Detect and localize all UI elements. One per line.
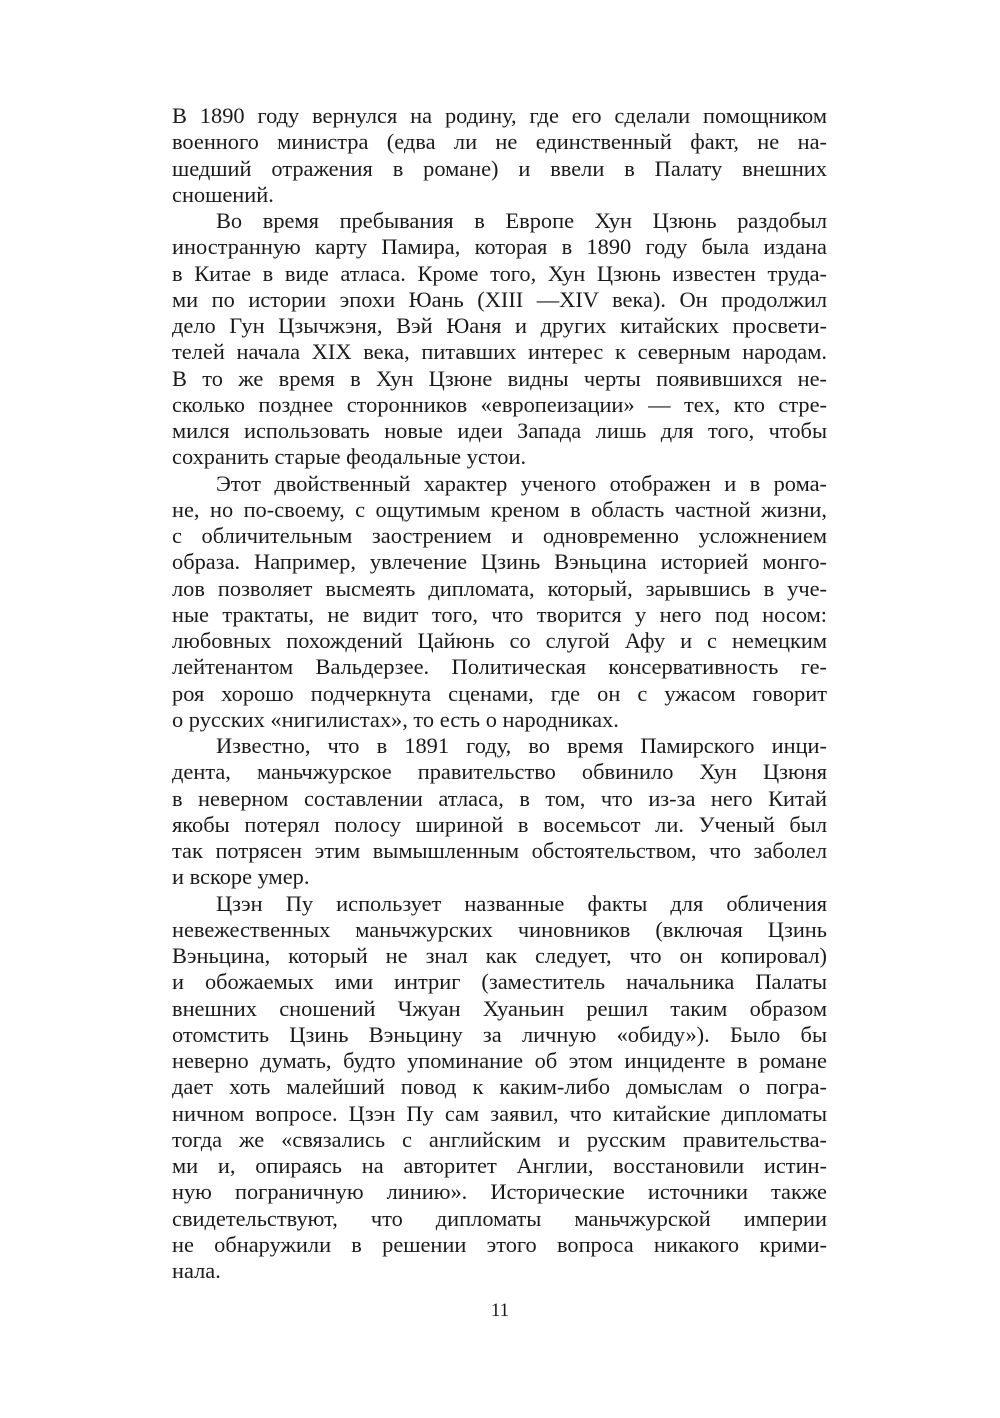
page-number: 11 (490, 1300, 510, 1321)
text-line: невежественных маньчжурских чиновников (включая Цзинь (172, 916, 827, 942)
text-line: и вскоре умер. (172, 864, 310, 890)
text-line: шедший отражения в романе) и ввели в Палату внешних (172, 155, 827, 181)
text-line: Цзэн Пу использует названные факты для обличения (216, 890, 827, 916)
text-line: нала. (172, 1258, 221, 1283)
text-line: внешних сношений Чжуан Хуаньин решил таким образом (172, 995, 827, 1021)
text-line: ную пограничную линию». Исторические источники также (172, 1179, 827, 1205)
text-line: сношений. (172, 181, 274, 207)
text-line: ми по истории эпохи Юань (XIII —XIV века). Он продолжил (172, 286, 827, 312)
text-line: мился использовать новые идеи Запада лишь для того, чтобы (172, 418, 827, 443)
text-line: дает хоть малейший повод к каким-либо домыслам о погра- (172, 1074, 827, 1100)
text-line: В 1890 году вернулся на родину, где его сделали помощником (172, 103, 827, 128)
text-line: ми и, опираясь на авторитет Англии, восстановили истин- (172, 1153, 827, 1178)
text-line: образа. Например, увлечение Цзинь Вэньцина историей монго- (172, 549, 827, 575)
text-line: лов позволяет высмеять дипломата, который, зарывшись в уче- (172, 575, 827, 601)
text-line: В то же время в Хун Цзюне видны черты появившихся не- (172, 365, 827, 391)
text-line: Этот двойственный характер ученого отображен и в рома- (216, 470, 827, 496)
text-line: Вэньцина, который не знал как следует, что он копировал) (172, 943, 827, 968)
text-line: отомстить Цзинь Вэньцину за личную «обиду»). Было бы (172, 1021, 827, 1047)
text-line: дента, маньчжурское правительство обвинило Хун Цзюня (172, 759, 827, 785)
text-line: так потрясен этим вымышленным обстоятельством, что заболел (172, 838, 827, 863)
text-line: в Китае в виде атласа. Кроме того, Хун Цзюнь известен труда- (172, 260, 827, 286)
text-line: ничном вопросе. Цзэн Пу сам заявил, что китайские дипломаты (172, 1100, 827, 1126)
text-line: сохранить старые феодальные устои. (172, 444, 527, 470)
text-line: иностранную карту Памира, которая в 1890 году была издана (172, 234, 827, 260)
text-line: дело Гун Цзычжэня, Вэй Юаня и других китайских просвети- (172, 313, 827, 338)
text-line: любовных похождений Цайюнь со слугой Афу и с немецким (172, 628, 827, 653)
body-text (172, 103, 827, 1284)
text-line: не, но по-своему, с ощутимым креном в область частной жизни, (172, 496, 827, 522)
text-line: ные трактаты, не видит того, что творится у него под носом: (172, 601, 827, 627)
text-line: в неверном составлении атласа, в том, что из-за него Китай (172, 785, 827, 811)
text-line: Во время пребывания в Европе Хун Цзюнь раздобыл (216, 208, 827, 233)
text-line: и обожаемых ими интриг (заместитель начальника Палаты (172, 969, 827, 995)
text-line: неверно думать, будто упоминание об этом инциденте в романе (172, 1048, 827, 1073)
text-line: Известно, что в 1891 году, во время Памирского инци- (216, 733, 827, 758)
text-line: сколько позднее сторонников «европеизации» — тех, кто стре- (172, 391, 827, 417)
text-line: роя хорошо подчеркнута сценами, где он с ужасом говорит (172, 680, 827, 706)
text-line: лейтенантом Вальдерзее. Политическая консервативность ге- (172, 654, 827, 680)
text-line: о русских «нигилистах», то есть о народниках. (172, 706, 619, 732)
text-line: тогда же «связались с английским и русским правительства- (172, 1126, 827, 1152)
text-line: якобы потерял полосу шириной в восемьсот ли. Ученый был (172, 811, 827, 837)
text-line: свидетельствуют, что дипломаты маньчжурской империи (172, 1205, 827, 1231)
text-line: не обнаружили в решении этого вопроса никакого крими- (172, 1231, 827, 1257)
text-line: телей начала XIX века, питавших интерес к северным народам. (172, 339, 827, 365)
text-line: с обличительным заострением и одновременно усложнением (172, 523, 827, 548)
text-line: военного министра (едва ли не единственный факт, не на- (172, 129, 827, 155)
